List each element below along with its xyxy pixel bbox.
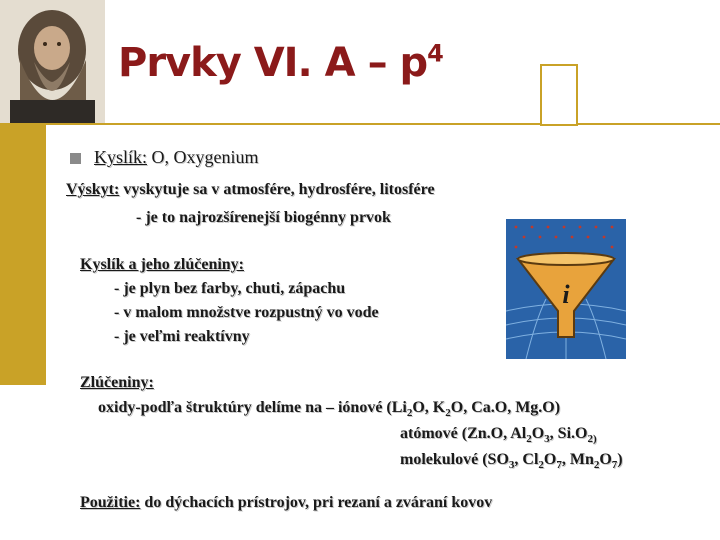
property-item: - v malom množstve rozpustný vo vode bbox=[114, 304, 379, 321]
pouzitie-text: do dýchacích prístrojov, pri rezaní a zváraní kovov bbox=[140, 494, 493, 511]
portrait-image bbox=[0, 0, 105, 123]
sub: 3 bbox=[508, 459, 515, 472]
atomove-text: ) bbox=[592, 433, 597, 446]
molekulove-text: , Mn bbox=[561, 451, 594, 468]
ionove-text: O, Ca.O, Mg.O) bbox=[450, 399, 561, 416]
kyslik-line bbox=[94, 147, 259, 168]
sub: 2 bbox=[526, 433, 532, 446]
molekulove-text: molekulové (SO bbox=[400, 451, 509, 468]
property-item: - je plyn bez farby, chuti, zápachu bbox=[114, 280, 346, 297]
sub: 2 bbox=[593, 459, 600, 472]
slide-title bbox=[118, 40, 443, 86]
sub: 7 bbox=[556, 459, 562, 472]
atomove-text: atómové (Zn.O, Al bbox=[400, 425, 527, 442]
molekulove-text: O bbox=[543, 451, 557, 468]
kyslik-text: O, Oxygenium bbox=[147, 147, 259, 167]
sub: 2 bbox=[587, 433, 593, 446]
corner-decoration bbox=[540, 64, 578, 126]
sub: 2 bbox=[445, 407, 451, 420]
sub: 2 bbox=[538, 459, 544, 472]
atomove-text: , Si.O bbox=[549, 425, 588, 442]
portrait-illustration bbox=[0, 0, 105, 123]
zluceniny-label: Zlúčeniny: bbox=[80, 374, 154, 391]
molekulove-text: O bbox=[599, 451, 612, 468]
kyslik-label: Kyslík: bbox=[94, 147, 148, 167]
atomove-line bbox=[400, 425, 597, 445]
vyskyt-text: vyskytuje sa v atmosfére, hydrosfére, litosfére bbox=[119, 181, 435, 198]
oxides-line bbox=[98, 399, 561, 420]
oxides-intro: oxidy-podľa štruktúry delíme na – bbox=[98, 399, 338, 416]
info-letter-icon: i bbox=[562, 280, 570, 309]
sub: 7 bbox=[611, 459, 618, 472]
property-item: - je veľmi reaktívny bbox=[114, 328, 250, 345]
sub: 3 bbox=[544, 433, 550, 446]
atomove-text: O bbox=[531, 425, 545, 442]
pouzitie-label: Použitie: bbox=[80, 494, 141, 511]
title-text: Prvky VI. A – p bbox=[118, 40, 428, 86]
title-superscript: 4 bbox=[427, 39, 443, 68]
molekulove-text: , Cl bbox=[514, 451, 539, 468]
ionove-text: iónové (Li bbox=[337, 399, 407, 416]
pouzitie-line bbox=[80, 494, 492, 512]
ionove-text: O, K bbox=[412, 399, 446, 416]
molekulove-text: ) bbox=[617, 451, 623, 468]
title-divider bbox=[0, 123, 720, 125]
funnel-info-icon bbox=[506, 219, 626, 359]
vyskyt-line-2: - je to najrozšírenejší biogénny prvok bbox=[136, 209, 391, 226]
sub: 2 bbox=[406, 407, 413, 420]
vyskyt-label: Výskyt: bbox=[66, 181, 120, 198]
compounds-heading: Kyslík a jeho zlúčeniny: bbox=[80, 256, 245, 273]
square-bullet-icon bbox=[70, 153, 81, 164]
molekulove-line bbox=[400, 451, 623, 472]
vyskyt-line bbox=[66, 181, 435, 199]
